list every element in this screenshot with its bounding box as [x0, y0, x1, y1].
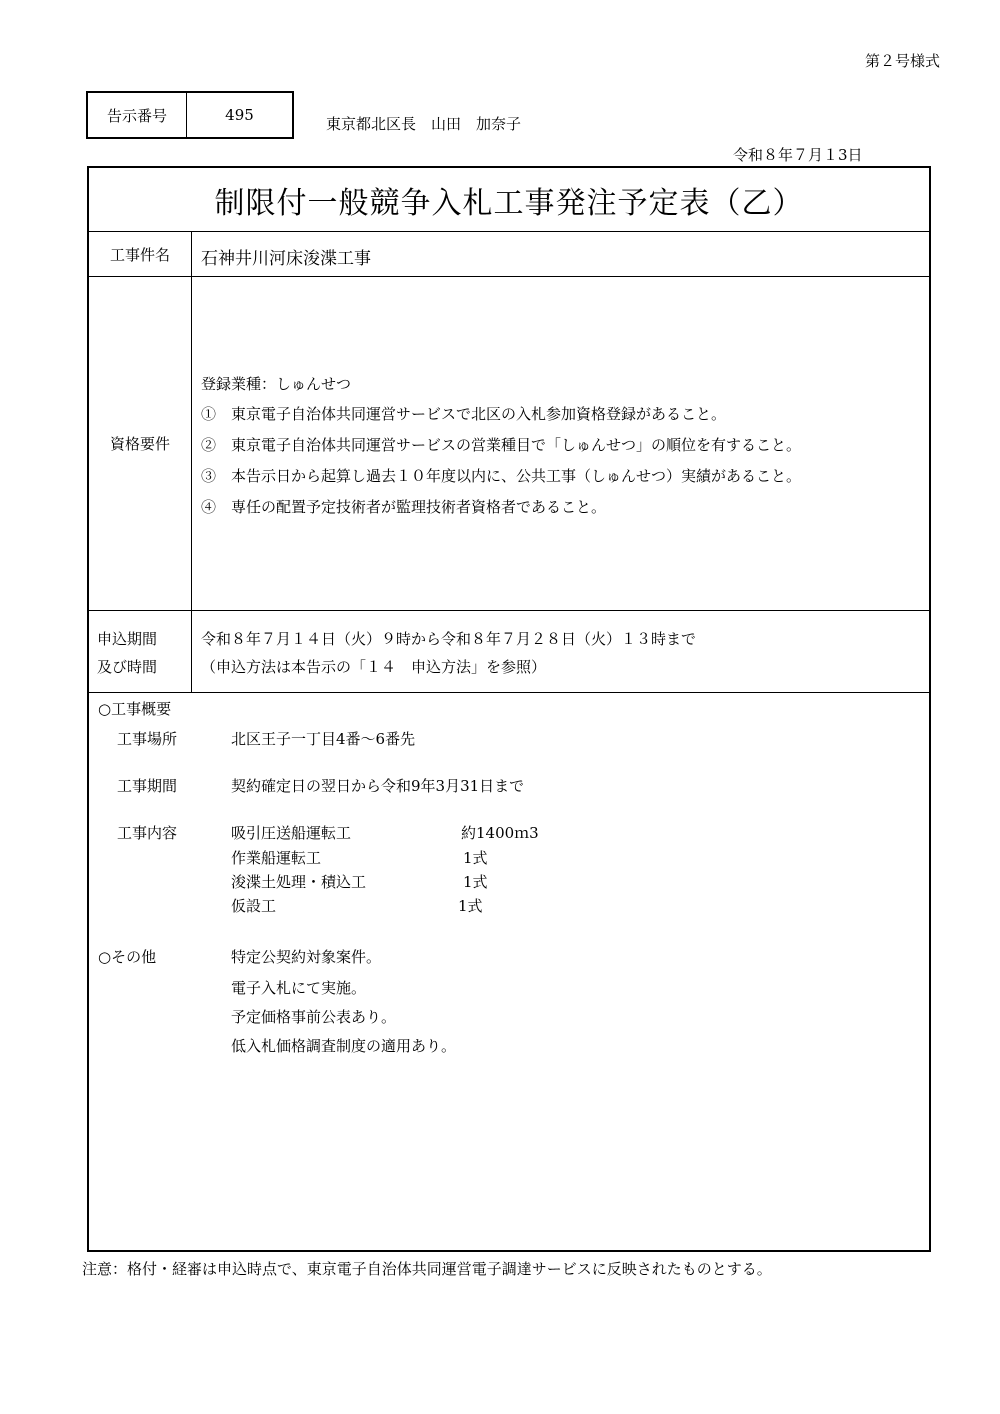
other-label: ○その他 — [98, 948, 157, 966]
overview-heading: ○工事概要 — [98, 700, 172, 718]
location-label: 工事場所 — [117, 730, 178, 748]
other-line: 低入札価格調査制度の適用あり。 — [231, 1037, 457, 1055]
application-period: 令和８年７月１４日（火）９時から令和８年７月２８日（火）１３時まで — [201, 630, 697, 648]
notice-number-value: 495 — [225, 106, 254, 124]
content-label: 工事内容 — [117, 824, 178, 842]
location-value: 北区王子一丁目4番～6番先 — [231, 730, 416, 748]
work-item-name: 仮設工 — [231, 897, 277, 915]
project-name-label: 工事件名 — [89, 232, 192, 276]
project-name-row — [89, 232, 929, 277]
form-number: 第２号様式 — [865, 52, 941, 70]
notice-number-box — [86, 91, 294, 139]
project-name-value: 石神井川河床浚渫工事 — [201, 249, 371, 269]
period-label: 工事期間 — [117, 777, 178, 795]
issuer: 東京都北区長 山田 加奈子 — [326, 115, 522, 133]
notice-date: 令和８年７月１3日 — [733, 146, 863, 164]
document-title: 制限付一般競争入札工事発注予定表（乙） — [89, 168, 929, 232]
other-line: 電子入札にて実施。 — [231, 979, 367, 997]
application-label — [89, 611, 192, 692]
overview-section — [89, 693, 929, 1250]
schedule-table — [87, 166, 931, 1252]
other-line: 特定公契約対象案件。 — [231, 948, 382, 966]
qualification-row — [89, 277, 929, 611]
qualification-line: ① 東京電子自治体共同運営サービスで北区の入札参加資格登録があること。 — [201, 405, 727, 423]
period-value: 契約確定日の翌日から令和9年3月31日まで — [231, 777, 525, 795]
other-line: 予定価格事前公表あり。 — [231, 1008, 397, 1026]
qualification-label: 資格要件 — [89, 277, 192, 610]
work-item-qty: 1式 — [458, 897, 483, 915]
qualification-line: ③ 本告示日から起算し過去１０年度以内に、公共工事（しゅんせつ）実績があること。 — [201, 467, 802, 485]
application-note: （申込方法は本告示の「１４ 申込方法」を参照） — [201, 658, 547, 676]
application-label-line1: 申込期間 — [97, 630, 158, 648]
qualification-line: 登録業種：しゅんせつ — [201, 375, 352, 393]
work-item-qty: 約1400ｍ3 — [461, 824, 539, 842]
footnote: 注意：格付・経審は申込時点で、東京電子自治体共同運営電子調達サービスに反映されたものとする。 — [82, 1260, 772, 1278]
qualification-line: ④ 専任の配置予定技術者が監理技術者資格者であること。 — [201, 498, 607, 516]
work-item-name: 吸引圧送船運転工 — [231, 824, 352, 842]
work-item-qty: 1式 — [463, 849, 488, 867]
application-row — [89, 611, 929, 693]
qualification-line: ② 東京電子自治体共同運営サービスの営業種目で「しゅんせつ」の順位を有すること。 — [201, 436, 802, 454]
work-item-qty: 1式 — [463, 873, 488, 891]
notice-number-label: 告示番号 — [88, 93, 187, 137]
work-item-name: 作業船運転工 — [231, 849, 322, 867]
work-item-name: 浚渫土処理・積込工 — [231, 873, 367, 891]
application-label-line2: 及び時間 — [97, 658, 158, 676]
